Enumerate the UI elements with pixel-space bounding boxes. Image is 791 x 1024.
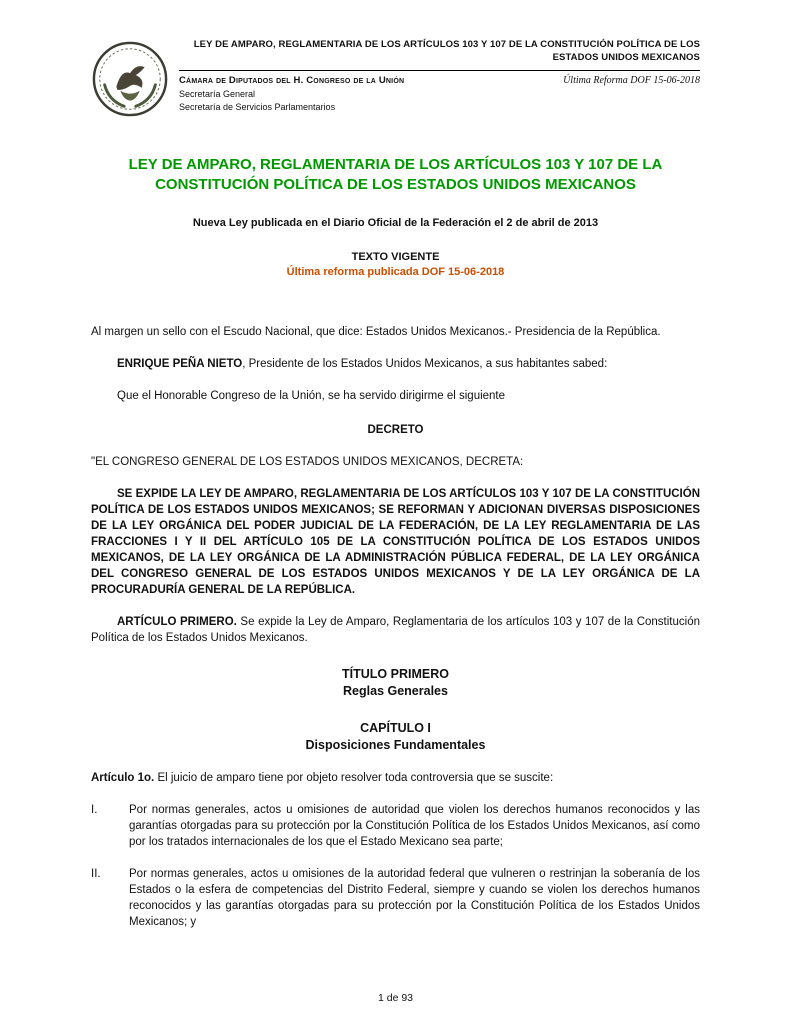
decreto-heading: DECRETO: [367, 423, 424, 436]
status-line: TEXTO VIGENTE: [351, 250, 440, 263]
fraction-text: Por normas generales, actos u omisiones de la autoridad federal que vulneren o restrinjan la soberanía de los Estados o la esfera de competencias del Distrito Federal, siempre y cuando se violen los derechos humanos reconocidos y las garantías otorgadas para su protección por la Constitución Política de los Estados Unidos Mexicanos; y: [129, 867, 700, 928]
capitulo-heading: CAPÍTULO I: [360, 720, 431, 735]
articulo-1-rest: El juicio de amparo tiene por objeto resolver toda controversia que se suscite:: [154, 771, 554, 784]
last-reform-line: Última reforma publicada DOF 15-06-2018: [286, 265, 505, 278]
fraction-text: Por normas generales, actos u omisiones de autoridad que violen los derechos humanos reconocidos y las garantías otorgadas para su protección por la Constitución Política de los Estados Unidos Mexicanos, así como por los tratados internacionales de los que el Estado Mexicano sea parte;: [129, 803, 700, 848]
mexican-national-seal-icon: [91, 40, 171, 123]
office-general-line: Secretaría General: [179, 88, 256, 99]
articulo-1-label: Artículo 1o.: [91, 771, 155, 784]
header-right-block: [179, 38, 700, 112]
header-law-title: LEY DE AMPARO, REGLAMENTARIA DE LOS ARTÍCULOS 103 Y 107 DE LA CONSTITUCIÓN POLÍTICA DE LOS ESTADOS UNIDOS MEXICANOS: [193, 39, 700, 64]
publication-note: Nueva Ley publicada en el Diario Oficial de la Federación el 2 de abril de 2013: [192, 216, 599, 229]
page-footer: [0, 992, 791, 1004]
paragraph-se-expide: SE EXPIDE LA LEY DE AMPARO, REGLAMENTARIA DE LOS ARTÍCULOS 103 Y 107 DE LA CONSTITUCIÓN POLÍTICA DE LOS ESTADOS UNIDOS MEXICANOS; SE REFORMAN Y ADICIONAN DIVERSAS DISPOSICIONES DE LA LEY ORGÁNICA DEL PODER JUDICIAL DE LA FEDERACIÓN, DE LA LEY REGLAMENTARIA DE LAS FRACCIONES I Y II DEL ARTÍCULO 105 DE LA CONSTITUCIÓN POLÍTICA DE LOS ESTADOS UNIDOS MEXICANOS, DE LA LEY ORGÁNICA DE LA ADMINISTRACIÓN PÚBLICA FEDERAL, DE LA LEY ORGÁNICA DEL CONGRESO GENERAL DE LOS ESTADOS UNIDOS MEXICANOS Y DE LA LEY ORGÁNICA DE LA PROCURADURÍA GENERAL DE LA REPÚBLICA.: [91, 487, 700, 596]
titulo-primero-heading: TÍTULO PRIMERO: [342, 666, 449, 681]
office-parliamentary-line: Secretaría de Servicios Parlamentarios: [179, 101, 336, 112]
paragraph-presidente: [91, 356, 700, 372]
president-rest: , Presidente de los Estados Unidos Mexicanos, a sus habitantes sabed:: [242, 357, 608, 370]
fraction-item-2: [91, 866, 700, 930]
fraction-item-1: [91, 802, 700, 850]
paragraph-decreta: "EL CONGRESO GENERAL DE LOS ESTADOS UNIDOS MEXICANOS, DECRETA:: [91, 455, 524, 468]
page-number: 1 de 93: [377, 992, 414, 1004]
institution-name: Cámara de Diputados del H. Congreso de la Unión: [179, 74, 405, 86]
header-reform-note: Última Reforma DOF 15-06-2018: [563, 74, 700, 86]
paragraph-congreso: Que el Honorable Congreso de la Unión, se ha servido dirigirme el siguiente: [117, 389, 506, 402]
fraction-number: I.: [91, 803, 98, 816]
fraction-number: II.: [91, 867, 101, 880]
document-body: [91, 155, 700, 930]
paragraph-al-margen: Al margen un sello con el Escudo Nacional, que dice: Estados Unidos Mexicanos.- Presidencia de la República.: [91, 325, 661, 338]
header-divider: [179, 70, 700, 71]
paragraph-articulo-primero: [91, 614, 700, 646]
page-header: [91, 38, 700, 123]
paragraph-articulo-1: [91, 770, 700, 786]
law-text: [91, 324, 700, 930]
president-name: ENRIQUE PEÑA NIETO: [117, 357, 243, 370]
articulo-primero-rest: Se expide la Ley de Amparo, Reglamentaria de los artículos 103 y 107 de la Constitución Política de los Estados Unidos Mexicanos.: [91, 615, 700, 644]
articulo-primero-label: ARTÍCULO PRIMERO.: [117, 615, 237, 628]
titulo-primero-subheading: Reglas Generales: [343, 683, 448, 698]
header-meta-row: [179, 75, 700, 112]
institution-block: [179, 75, 404, 112]
document-title: LEY DE AMPARO, REGLAMENTARIA DE LOS ARTÍCULOS 103 Y 107 DE LA CONSTITUCIÓN POLÍTICA DE LOS ESTADOS UNIDOS MEXICANOS: [128, 156, 663, 193]
capitulo-subheading: Disposiciones Fundamentales: [305, 737, 486, 752]
